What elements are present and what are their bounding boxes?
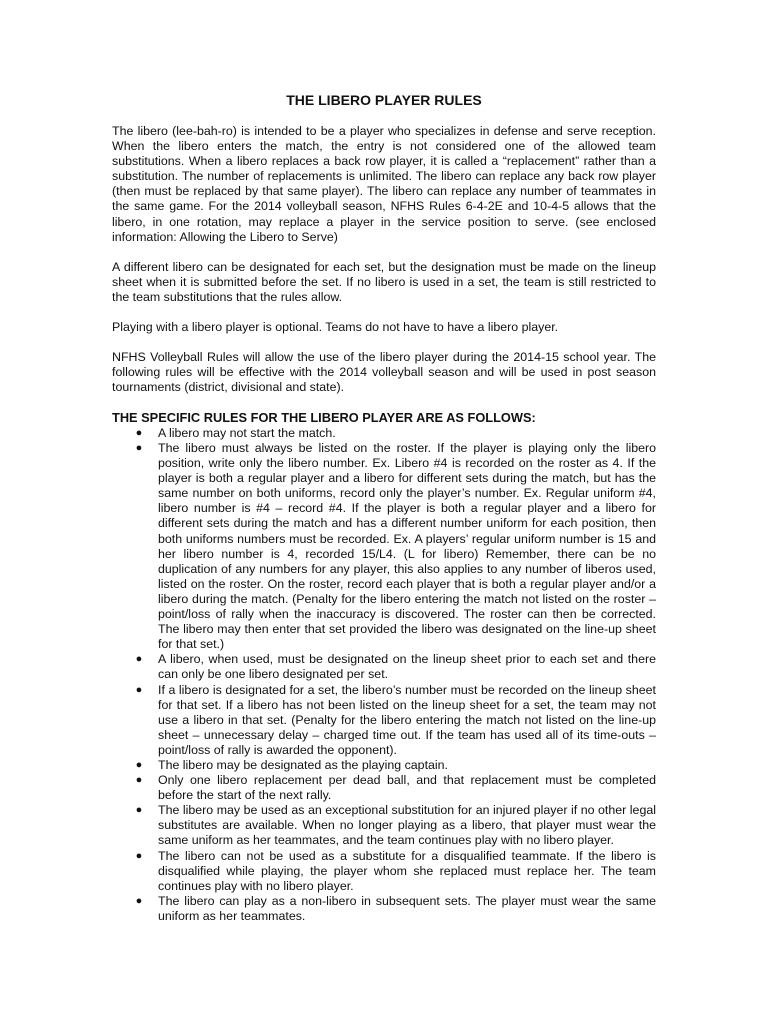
rule-text: The libero may be designated as the playing captain.	[158, 757, 448, 772]
bullet-icon: ●	[135, 758, 143, 771]
rule-text: A libero, when used, must be designated on the lineup sheet prior to each set and there can only be one libero designated per set.	[158, 652, 656, 682]
rule-text: Only one libero replacement per dead ball, and that replacement must be completed before the start of the next rally.	[158, 773, 656, 803]
rules-heading: THE SPECIFIC RULES FOR THE LIBERO PLAYER ARE AS FOLLOWS:	[112, 410, 536, 426]
rule-item	[112, 426, 656, 441]
bullet-icon: ●	[135, 849, 143, 862]
designation-paragraph: A different libero can be designated for each set, but the designation must be made on the lineup sheet when it is submitted before the set. If no libero is used in a set, the team is still restricted to the team substitutions that the rules allow.	[112, 259, 656, 304]
bullet-icon: ●	[135, 426, 143, 439]
rule-item	[112, 803, 656, 848]
rule-text: The libero must always be listed on the roster. If the player is playing only the libero position, write only the libero number. Ex. Libero #4 is recorded on the roster as 4. If the player is both a regular player and a libero for different sets during the match, but has the same number on both uniforms, record only the player’s number. Ex. Regular uniform #4, libero number is #4 – record #4. If the player is both a regular player and a libero for different sets during the match and has a different number uniform for each position, then both uniforms numbers must be recorded. Ex. A players’ regular uniform number is 15 and her libero number is 4, recorded 15/L4. (L for libero) Remember, there can be no duplication of any numbers for any player, this also applies to any number of liberos used, listed on the roster. On the roster, record each player that is both a regular player and/or a libero during the match. (Penalty for the libero entering the match not listed on the roster – point/loss of rally when the inaccuracy is discovered. The roster can then be corrected. The libero may then enter that set provided the libero was designated on the line-up sheet for that set.)	[158, 441, 656, 652]
rule-item	[112, 849, 656, 894]
rule-item	[112, 652, 656, 682]
rule-item	[112, 441, 656, 652]
bullet-icon: ●	[135, 653, 143, 666]
intro-paragraph: The libero (lee-bah-ro) is intended to be a player who specializes in defense and serve reception. When the libero enters the match, the entry is not considered one of the allowed team substitutions. When a libero replaces a back row player, it is called a “replacement” rather than a substitution. The number of replacements is unlimited. The libero can replace any back row player (then must be replaced by that same player). The libero can replace any number of teammates in the same game. For the 2014 volleyball season, NFHS Rules 6-4-2E and 10-4-5 allows that the libero, in one rotation, may replace a player in the service position to serve. (see enclosed information: Allowing the Libero to Serve)	[112, 124, 656, 244]
rule-text: If a libero is designated for a set, the libero’s number must be recorded on the lineup sheet for that set. If a libero has not been listed on the lineup sheet for a set, the team may not use a libero in that set. (Penalty for the libero entering the match not listed on the line-up sheet – unnecessary delay – charged time out. If the team has used all of its time-outs – point/loss of rally is awarded the opponent).	[158, 682, 656, 757]
rule-item	[112, 683, 656, 758]
rule-item	[112, 773, 656, 803]
bullet-icon: ●	[135, 804, 143, 817]
bullet-icon: ●	[135, 442, 143, 454]
page-title: THE LIBERO PLAYER RULES	[286, 92, 482, 108]
rule-text: A libero may not start the match.	[158, 425, 336, 440]
bullet-icon: ●	[135, 683, 143, 696]
rule-item	[112, 758, 656, 773]
bullet-icon: ●	[135, 894, 143, 907]
optional-paragraph: Playing with a libero player is optional. Teams do not have to have a libero player.	[112, 320, 559, 335]
bullet-icon: ●	[135, 774, 143, 787]
rule-text: The libero can not be used as a substitute for a disqualified teammate. If the libero is disqualified while playing, the player whom she replaced must replace her. The team continues play with no libero player.	[158, 848, 656, 893]
rule-item	[112, 894, 656, 924]
rule-text: The libero can play as a non-libero in subsequent sets. The player must wear the same uniform as her teammates.	[158, 893, 656, 923]
effective-date-paragraph: NFHS Volleyball Rules will allow the use of the libero player during the 2014-15 school year. The following rules will be effective with the 2014 volleyball season and will be used in post season tournaments (district, divisional and state).	[112, 350, 656, 395]
rules-list	[112, 426, 656, 924]
rule-text: The libero may be used as an exceptional substitution for an injured player if no other legal substitutes are available. When no longer playing as a libero, that player must wear the same uniform as her teammates, and the team continues play with no libero player.	[158, 803, 656, 848]
